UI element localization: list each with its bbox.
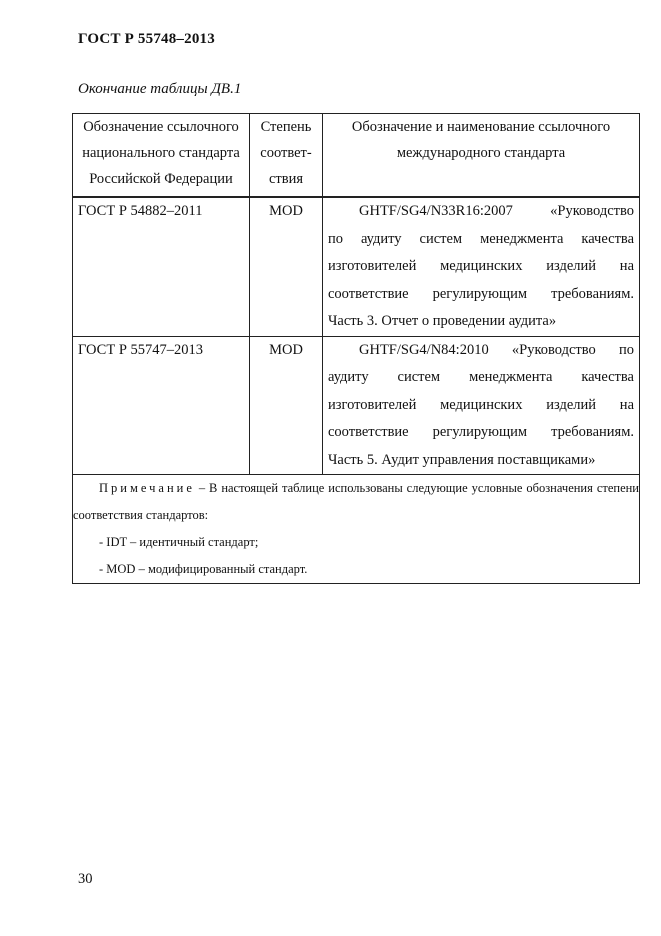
title-line: GHTF/SG4/N33R16:2007 «Руководство: [359, 203, 634, 219]
table-row: [73, 197, 640, 336]
header-line: соответ-: [260, 145, 312, 161]
national-standard-code: ГОСТ Р 55747–2013: [73, 336, 250, 475]
national-standard-code: ГОСТ Р 54882–2011: [73, 197, 250, 336]
note-item: - MOD – модифицированный стандарт.: [99, 562, 308, 576]
table-row: [73, 336, 640, 475]
header-line: международного стандарта: [396, 145, 566, 161]
title-line: по аудиту систем менеджмента качества: [328, 230, 634, 247]
header-line: национального стандарта: [82, 145, 240, 161]
note-label: Примечание: [99, 481, 195, 495]
note-paragraph: [73, 475, 639, 529]
reference-standards-table: [72, 113, 640, 584]
note-row: [73, 475, 640, 584]
page-number: 30: [78, 871, 93, 887]
title-line: изготовителей медицинских изделий на: [328, 258, 634, 274]
international-standard-title: [323, 197, 640, 336]
header-line: ствия: [268, 171, 304, 187]
title-line: Часть 3. Отчет о проведении аудита»: [328, 313, 557, 329]
column-header-national-standard: [73, 114, 250, 198]
degree-of-correspondence: MOD: [250, 197, 323, 336]
header-line: Российской Федерации: [89, 171, 233, 187]
title-line: соответствие регулирующим требованиям.: [328, 285, 634, 302]
title-line: Часть 5. Аудит управления поставщиками»: [328, 451, 596, 468]
title-line: аудиту систем менеджмента качества: [328, 369, 634, 385]
header-line: Обозначение и наименование ссылочного: [351, 119, 611, 135]
international-standard-title: [323, 336, 640, 475]
table-note: [73, 475, 640, 584]
degree-of-correspondence: MOD: [250, 336, 323, 475]
document-header: ГОСТ Р 55748–2013: [78, 31, 215, 47]
note-text: – В настоящей таблице использованы следующие условные обозначения степени соответствия стандартов:: [73, 481, 639, 522]
title-line: соответствие регулирующим требованиям.: [328, 424, 634, 440]
header-line: Обозначение ссылочного: [83, 119, 239, 135]
table-header-row: [73, 114, 640, 198]
column-header-degree: [250, 114, 323, 198]
title-line: GHTF/SG4/N84:2010 «Руководство по: [359, 341, 634, 358]
column-header-international-standard: [323, 114, 640, 198]
table-caption: Окончание таблицы ДВ.1: [78, 81, 242, 97]
title-line: изготовителей медицинских изделий на: [328, 396, 634, 413]
note-item: - IDT – идентичный стандарт;: [99, 535, 259, 549]
header-line: Степень: [260, 119, 312, 135]
